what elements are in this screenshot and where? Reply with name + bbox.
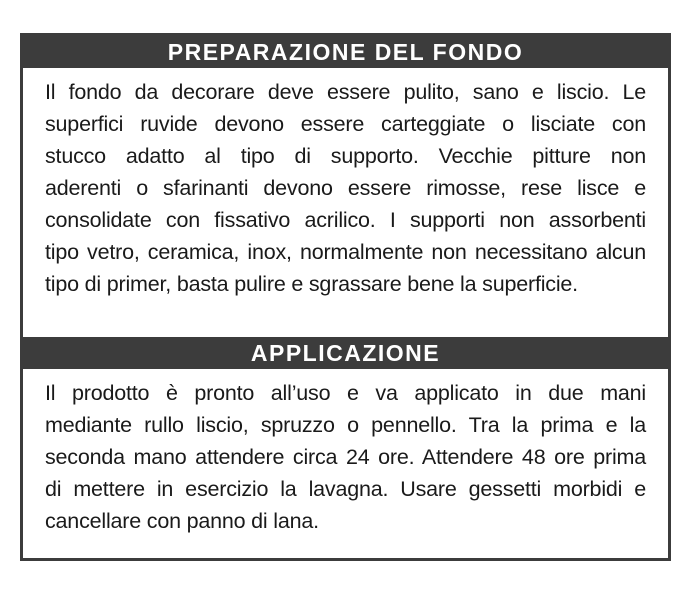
section-title-applicazione: APPLICAZIONE <box>23 337 668 369</box>
body-line: Il fondo da decorare deve essere pulito, sano e liscio. Le <box>45 80 646 104</box>
body-line: mediante rullo liscio, spruzzo o pennello. Tra la prima e la <box>45 413 646 437</box>
body-line: tipo vetro, ceramica, inox, normalmente non necessitano alcun <box>45 240 646 264</box>
body-line: di mettere in esercizio la lavagna. Usare gessetti morbidi e <box>45 477 646 501</box>
instruction-sheet <box>20 33 671 561</box>
body-line: Il prodotto è pronto all’uso e va applicato in due mani <box>45 381 646 405</box>
section-body-preparazione <box>23 68 668 337</box>
body-line: seconda mano attendere circa 24 ore. Attendere 48 ore prima <box>45 445 646 469</box>
section-body-applicazione <box>23 369 668 558</box>
body-line: aderenti o sfarinanti devono essere rimosse, rese lisce e <box>45 176 646 200</box>
body-line: stucco adatto al tipo di supporto. Vecchie pitture non <box>45 144 646 168</box>
section-title-preparazione: PREPARAZIONE DEL FONDO <box>23 36 668 68</box>
body-line: superfici ruvide devono essere carteggiate o lisciate con <box>45 112 646 136</box>
body-line: tipo di primer, basta pulire e sgrassare bene la superficie. <box>45 272 578 296</box>
body-line: consolidate con fissativo acrilico. I supporti non assorbenti <box>45 208 646 232</box>
body-line: cancellare con panno di lana. <box>45 509 319 533</box>
